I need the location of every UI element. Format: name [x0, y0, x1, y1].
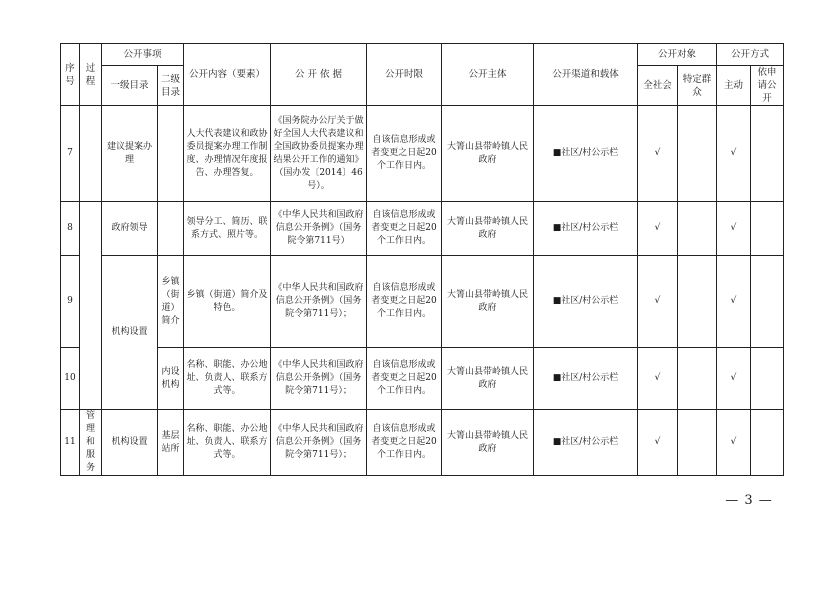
row-method-request: [751, 348, 784, 410]
header-level2: 二级目录: [158, 66, 184, 106]
row-level2: 内设机构: [158, 348, 184, 410]
row-subject: 大箐山县带岭镇人民政府: [442, 410, 534, 476]
row-method-active: √: [717, 106, 751, 202]
header-method-request: 依申请公开: [751, 66, 784, 106]
table-row: [61, 348, 784, 410]
row-level1: 政府领导: [102, 202, 158, 256]
row-basis: 《中华人民共和国政府信息公开条例》（国务院令第711号）；: [271, 348, 367, 410]
header-seq: 序号: [61, 44, 80, 106]
header-subject: 公开主体: [442, 44, 534, 106]
row-method-active: √: [717, 410, 751, 476]
row-channel: ■社区/村公示栏: [534, 106, 638, 202]
row-process-blank: [80, 202, 102, 410]
row-basis: 《中华人民共和国政府信息公开条例》（国务院令第711号）: [271, 202, 367, 256]
header-row-1: [61, 44, 784, 66]
page-number: — 3 —: [725, 493, 773, 508]
row-method-request: [751, 106, 784, 202]
header-content: 公开内容（要素）: [184, 44, 271, 106]
row-target-specific: [678, 106, 717, 202]
header-target-specific: 特定群众: [678, 66, 717, 106]
row-level1: 机构设置: [102, 256, 158, 410]
header-method: 公开方式: [717, 44, 784, 66]
row-basis: 《中华人民共和国政府信息公开条例》（国务院令第711号）；: [271, 410, 367, 476]
disclosure-table: [60, 43, 784, 476]
header-method-active: 主动: [717, 66, 751, 106]
header-process: 过程: [80, 44, 102, 106]
row-content: 乡镇（街道）简介及特色。: [184, 256, 271, 348]
row-method-request: [751, 410, 784, 476]
row-time-limit: 自该信息形成或者变更之日起20个工作日内。: [367, 256, 442, 348]
header-target-all: 全社会: [638, 66, 678, 106]
header-basis: 公 开 依 据: [271, 44, 367, 106]
row-level2: [158, 202, 184, 256]
row-target-all: √: [638, 202, 678, 256]
row-channel: ■社区/村公示栏: [534, 348, 638, 410]
table-row: [61, 256, 784, 348]
row-method-active: √: [717, 202, 751, 256]
row-target-all: √: [638, 348, 678, 410]
header-channel: 公开渠道和载体: [534, 44, 638, 106]
row-method-request: [751, 256, 784, 348]
row-subject: 大箐山县带岭镇人民政府: [442, 348, 534, 410]
row-channel: ■社区/村公示栏: [534, 410, 638, 476]
header-time-limit: 公开时限: [367, 44, 442, 106]
table-row: [61, 202, 784, 256]
row-seq: 8: [61, 202, 80, 256]
row-channel: ■社区/村公示栏: [534, 202, 638, 256]
row-level2: 基层站所: [158, 410, 184, 476]
header-target: 公开对象: [638, 44, 717, 66]
row-seq: 11: [61, 410, 80, 476]
row-target-all: √: [638, 410, 678, 476]
table-row: [61, 410, 784, 476]
row-seq: 9: [61, 256, 80, 348]
row-method-request: [751, 202, 784, 256]
row-subject: 大箐山县带岭镇人民政府: [442, 106, 534, 202]
header-level1: 一级目录: [102, 66, 158, 106]
row-level1: 机构设置: [102, 410, 158, 476]
row-seq: 10: [61, 348, 80, 410]
row-content: 名称、职能、办公地址、负责人、联系方式等。: [184, 410, 271, 476]
row-target-all: √: [638, 256, 678, 348]
row-content: 人大代表建议和政协委员提案办理工作制度、办理情况年度报告、办理答复。: [184, 106, 271, 202]
row-seq: 7: [61, 106, 80, 202]
row-channel: ■社区/村公示栏: [534, 256, 638, 348]
row-target-specific: [678, 202, 717, 256]
header-matter: 公开事项: [102, 44, 184, 66]
row-process-blank: [80, 106, 102, 202]
row-method-active: √: [717, 348, 751, 410]
row-subject: 大箐山县带岭镇人民政府: [442, 202, 534, 256]
row-basis: 《国务院办公厅关于做好全国人大代表建议和全国政协委员提案办理结果公开工作的通知》（国办发〔2014〕46号）。: [271, 106, 367, 202]
row-level2: [158, 106, 184, 202]
row-target-specific: [678, 348, 717, 410]
row-target-specific: [678, 410, 717, 476]
row-level1: 建议提案办理: [102, 106, 158, 202]
row-content: 领导分工、简历、联系方式、照片等。: [184, 202, 271, 256]
row-method-active: √: [717, 256, 751, 348]
row-time-limit: 自该信息形成或者变更之日起20个工作日内。: [367, 410, 442, 476]
row-time-limit: 自该信息形成或者变更之日起20个工作日内。: [367, 348, 442, 410]
row-time-limit: 自该信息形成或者变更之日起20个工作日内。: [367, 202, 442, 256]
row-content: 名称、职能、办公地址、负责人、联系方式等。: [184, 348, 271, 410]
row-subject: 大箐山县带岭镇人民政府: [442, 256, 534, 348]
row-target-specific: [678, 256, 717, 348]
row-basis: 《中华人民共和国政府信息公开条例》（国务院令第711号）；: [271, 256, 367, 348]
row-time-limit: 自该信息形成或者变更之日起20个工作日内。: [367, 106, 442, 202]
row-target-all: √: [638, 106, 678, 202]
row-level2: 乡镇（街道）简介: [158, 256, 184, 348]
table-row: [61, 106, 784, 202]
process-group-label: 管理和服务: [80, 410, 102, 476]
